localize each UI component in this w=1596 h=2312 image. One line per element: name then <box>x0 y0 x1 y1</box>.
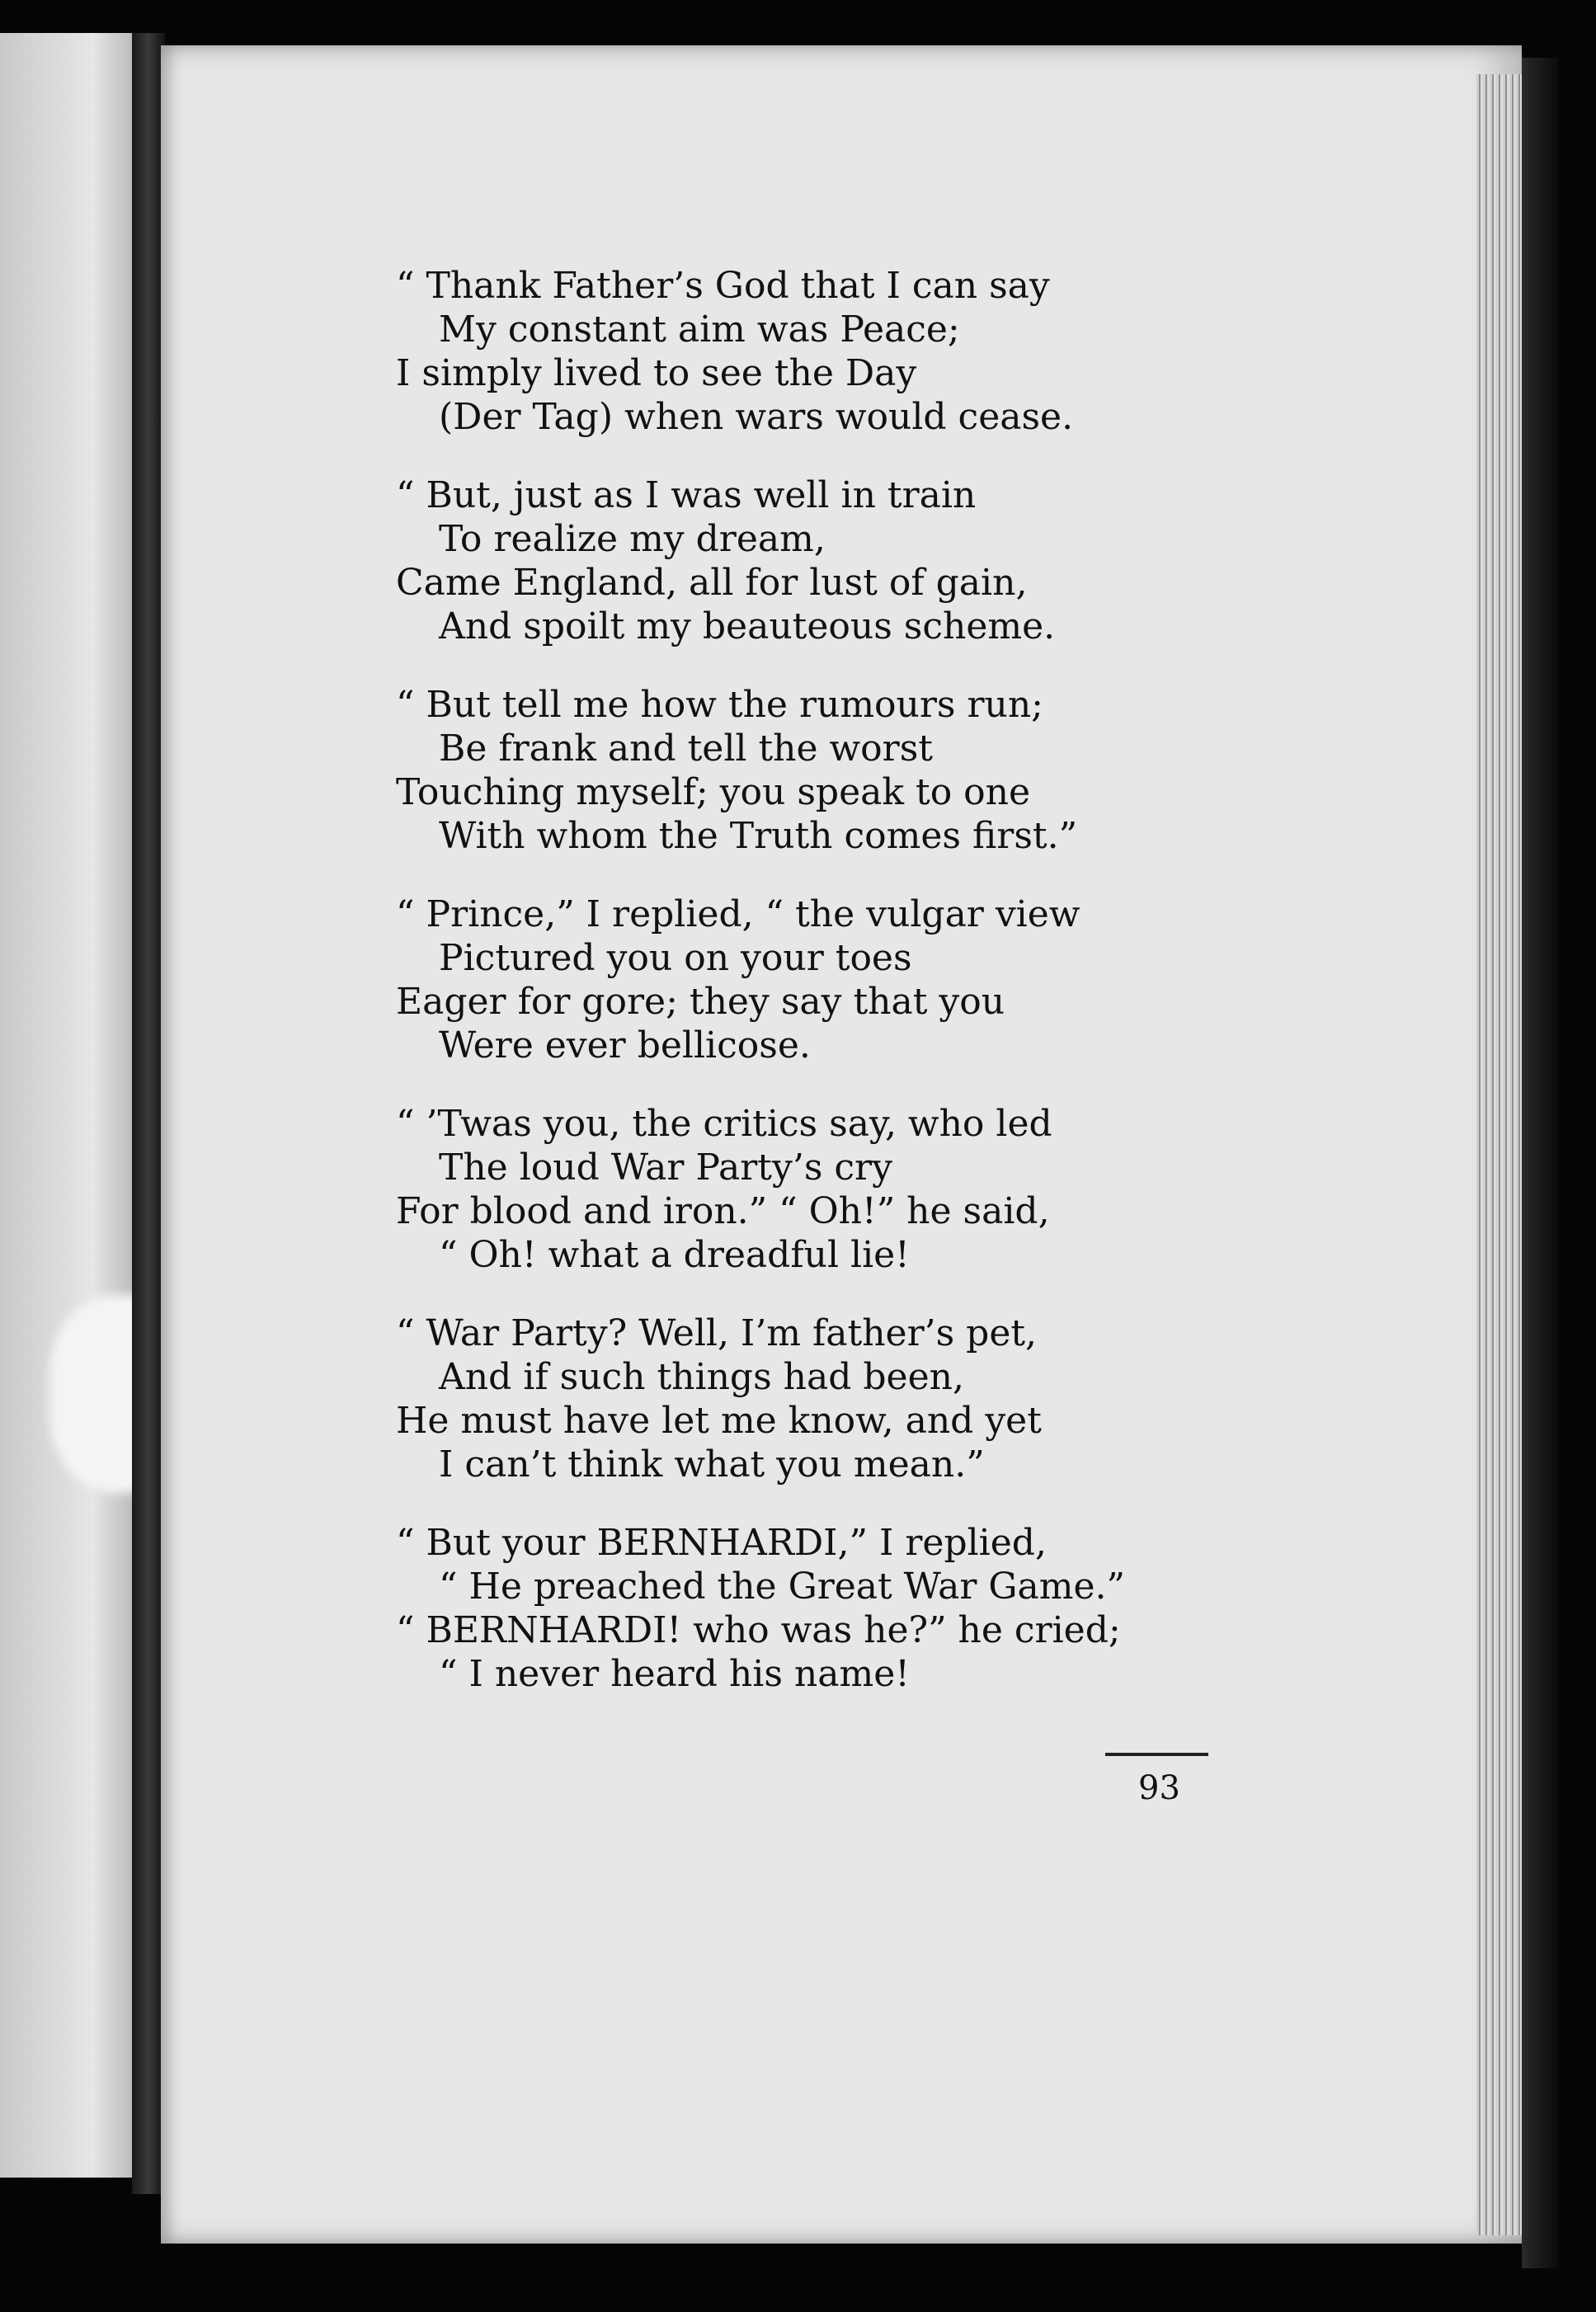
poem-line: With whom the Truth comes first.” <box>439 815 1078 857</box>
stanza-2 <box>396 473 1501 648</box>
stanza-7 <box>396 1521 1501 1696</box>
poem-line: “ War Party? Well, I’m father’s pet, <box>396 1312 1038 1354</box>
book-gutter <box>132 33 165 2194</box>
poem-line: To realize my dream, <box>439 518 826 560</box>
poem-line: Be frank and tell the worst <box>439 728 933 770</box>
poem-line: The loud War Party’s cry <box>439 1147 892 1189</box>
poem-line: “ I never heard his name! <box>439 1653 910 1695</box>
poem-line: “ Thank Father’s God that I can say <box>396 265 1050 307</box>
poem-line: “ But tell me how the rumours run; <box>396 684 1043 726</box>
poem-line: I can’t think what you mean.” <box>439 1443 985 1486</box>
stanza-4 <box>396 892 1501 1067</box>
poem-line: (Der Tag) when wars would cease. <box>439 396 1074 438</box>
poem-line: I simply lived to see the Day <box>396 352 917 394</box>
poem-line: He must have let me know, and yet <box>396 1400 1042 1442</box>
poem-line: “ But your BERNHARDI,” I replied, <box>396 1522 1047 1564</box>
poem-line: “ BERNHARDI! who was he?” he cried; <box>396 1609 1121 1651</box>
poem <box>396 264 1501 1730</box>
poem-line: “ Prince,” I replied, “ the vulgar view <box>396 893 1080 935</box>
book-binding <box>1522 58 1559 2268</box>
poem-line: Eager for gore; they say that you <box>396 981 1005 1023</box>
poem-line: “ But, just as I was well in train <box>396 474 977 516</box>
stanza-6 <box>396 1311 1501 1486</box>
poem-line: My constant aim was Peace; <box>439 308 960 351</box>
poem-line: And spoilt my beauteous scheme. <box>439 605 1056 647</box>
poem-line: “ ’Twas you, the critics say, who led <box>396 1103 1052 1145</box>
poem-line: For blood and iron.” “ Oh!” he said, <box>396 1190 1050 1232</box>
poem-line: Were ever bellicose. <box>439 1024 811 1067</box>
poem-line: “ He preached the Great War Game.” <box>439 1566 1125 1608</box>
page-number: 93 <box>1138 1769 1180 1807</box>
stanza-5 <box>396 1102 1501 1277</box>
stanza-3 <box>396 683 1501 858</box>
stanza-1 <box>396 264 1501 439</box>
poem-line: Touching myself; you speak to one <box>396 771 1031 813</box>
poem-line: And if such things had been, <box>439 1356 964 1398</box>
poem-line: “ Oh! what a dreadful lie! <box>439 1234 910 1276</box>
poem-line: Pictured you on your toes <box>439 937 912 979</box>
page-number-rule <box>1105 1753 1208 1756</box>
left-page-edge <box>0 33 132 2178</box>
poem-line: Came England, all for lust of gain, <box>396 562 1028 604</box>
